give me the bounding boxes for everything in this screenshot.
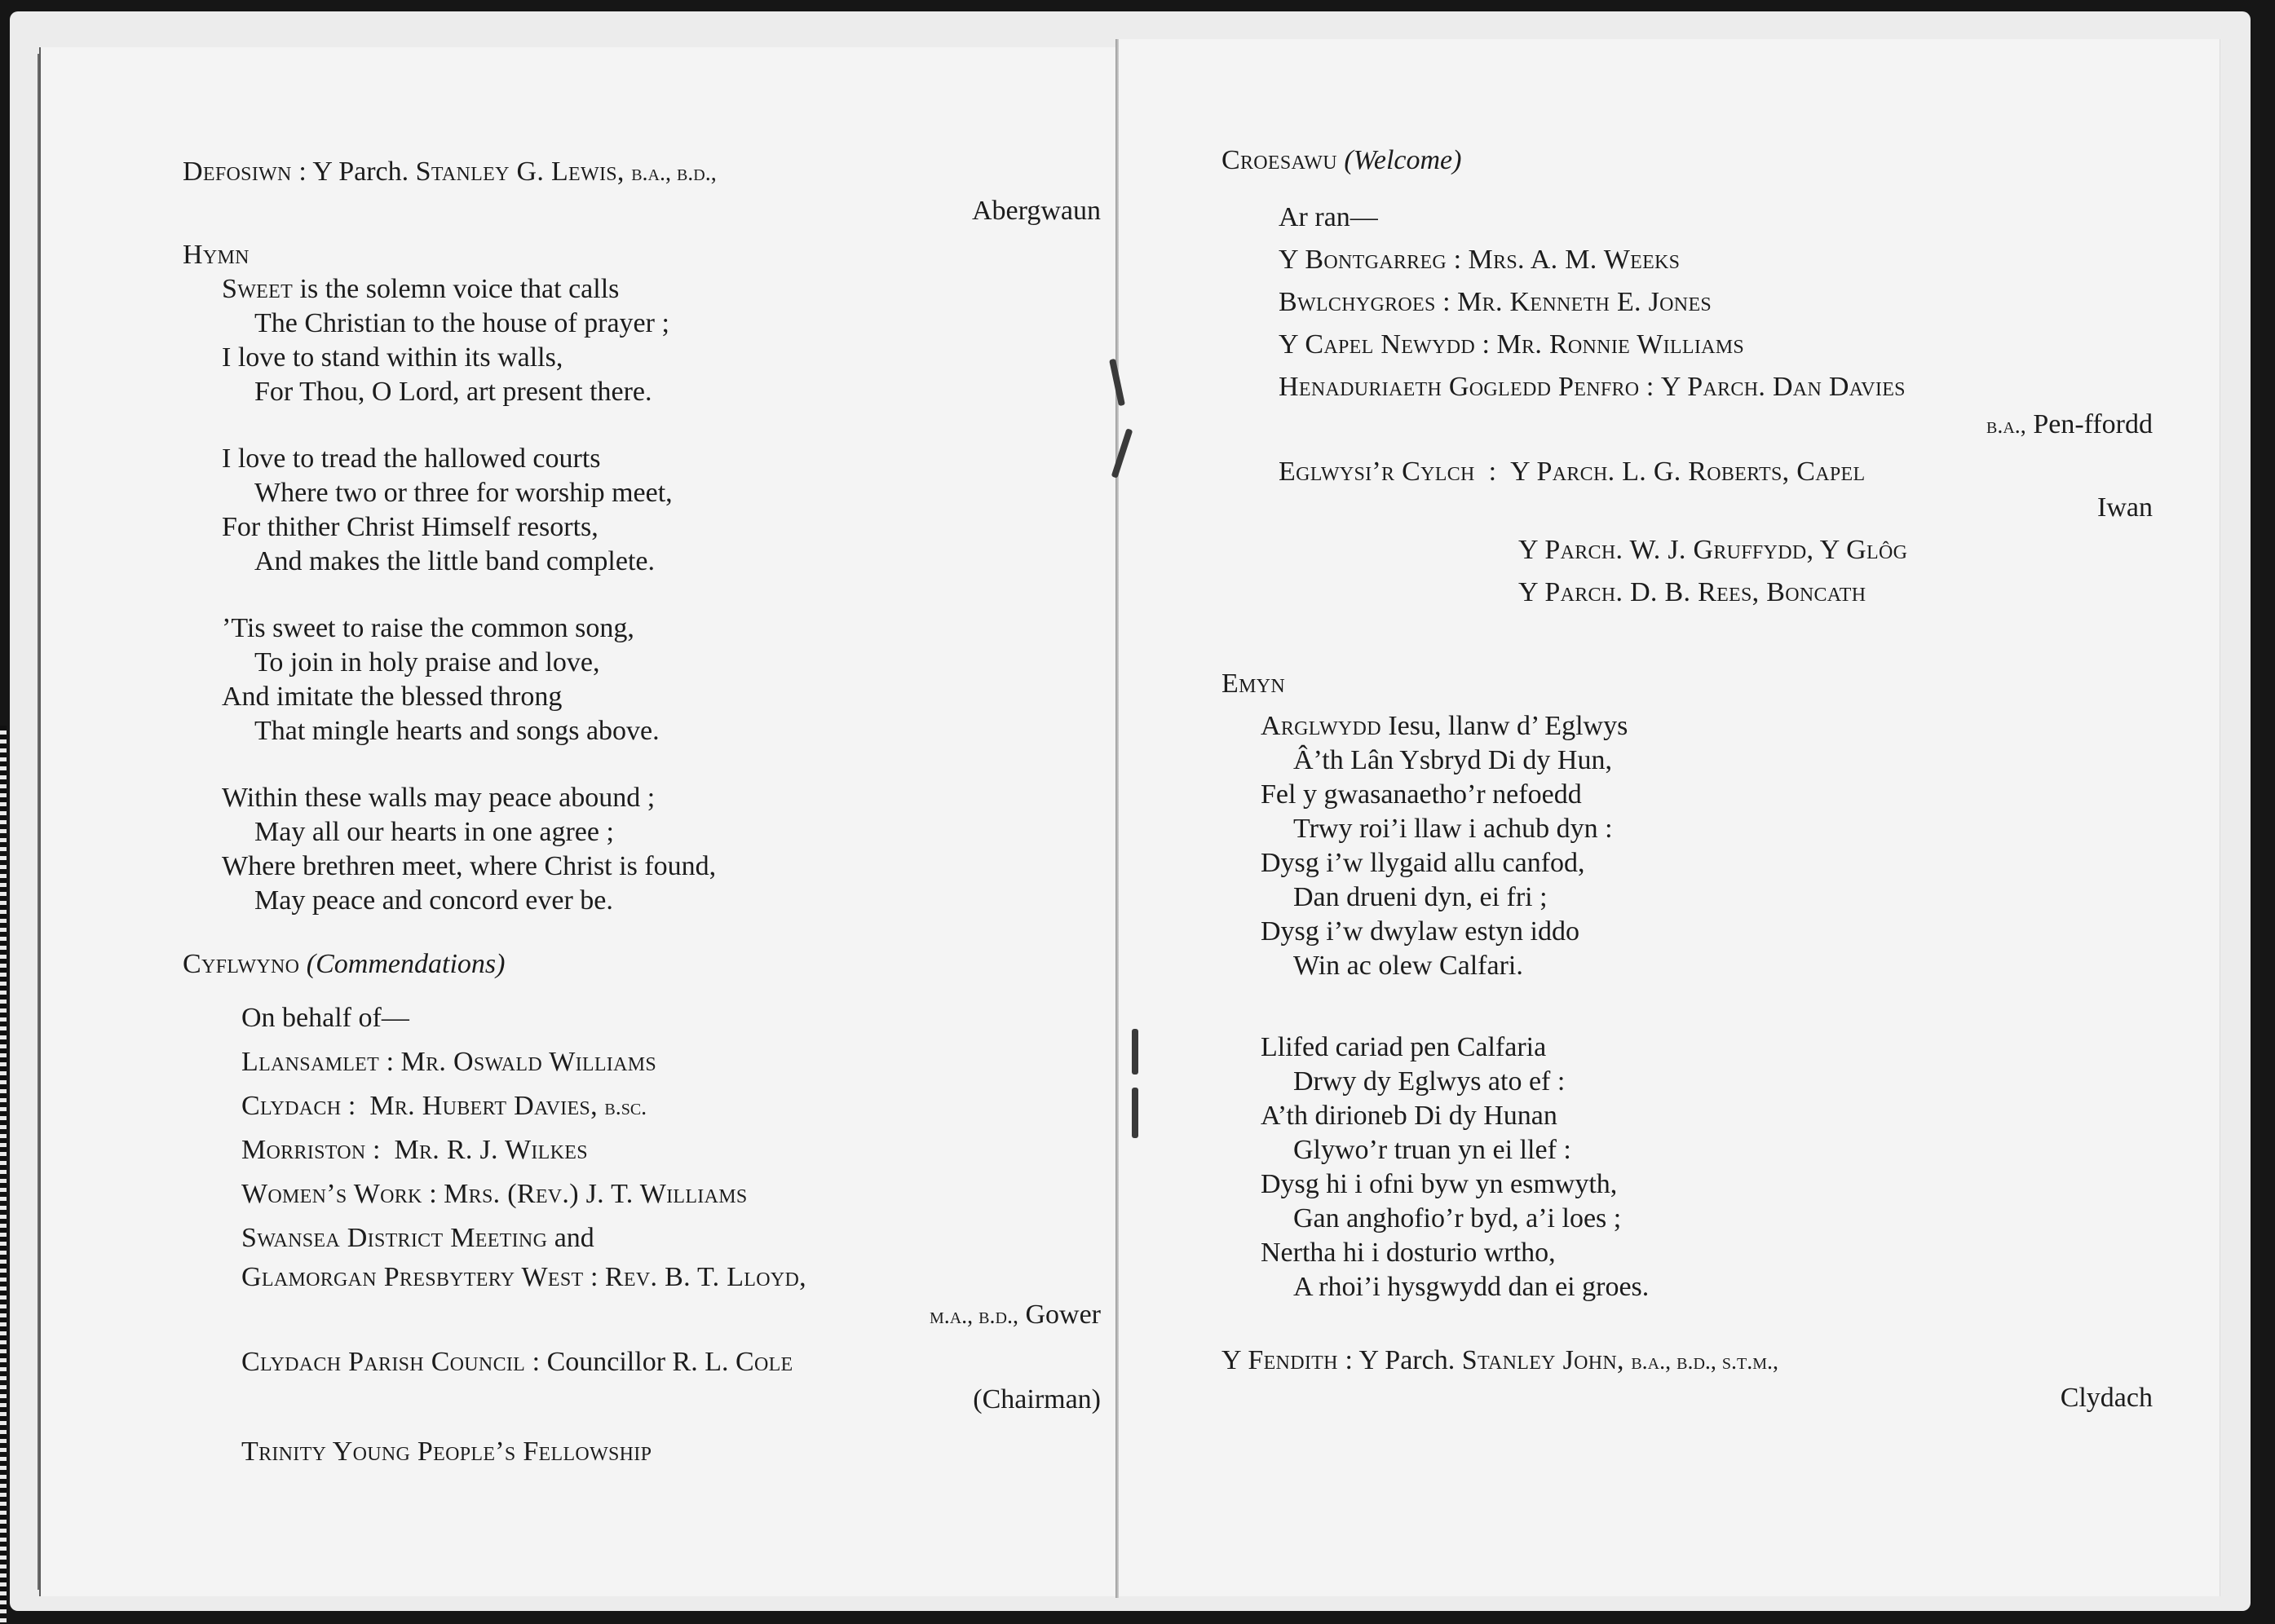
emyn-heading: Emyn: [1221, 669, 1285, 699]
hymn-line: For Thou, O Lord, art present there.: [254, 377, 652, 407]
parish-line: [241, 1345, 793, 1379]
emyn-line: Trwy roi’i llaw i achub dyn :: [1293, 814, 1613, 844]
entry-org: Clydach: [241, 1091, 342, 1121]
entry-sep: :: [1435, 287, 1458, 317]
fendith-name: Stanley John,: [1461, 1345, 1624, 1375]
hymn-first-word: Sweet: [222, 274, 294, 304]
commendation-entry: [241, 1177, 748, 1211]
welcome-entry: [1279, 370, 1906, 404]
entry-person: Mrs. A. M. Weeks: [1468, 245, 1681, 275]
emyn-line: Dysg hi i ofni byw yn esmwyth,: [1261, 1169, 1618, 1199]
fendith-label: Y Fendith :: [1221, 1345, 1354, 1375]
hymn-line: For thither Christ Himself resorts,: [222, 512, 599, 542]
entry-person: Mrs. (Rev.) J. T. Williams: [444, 1179, 748, 1209]
glamorgan-place: Gower: [1025, 1300, 1101, 1330]
henaduriaeth-degree: b.a.,: [1986, 413, 2026, 439]
glamorgan-person: Rev. B. T. Lloyd,: [604, 1262, 806, 1292]
hymn-verse-1: [222, 272, 669, 409]
emyn-line: Nertha hi i dosturio wrtho,: [1261, 1238, 1556, 1268]
croesawu-heading-line: [1221, 143, 1461, 178]
eglwysi-place-cont: Iwan: [2097, 492, 2153, 523]
croesawu-subheading: (Welcome): [1344, 145, 1462, 175]
hymn-verse-4: [222, 781, 716, 918]
emyn-verse-2: [1261, 1030, 1649, 1304]
defosiwn-degrees: b.a., b.d.,: [631, 161, 717, 186]
fendith-line: [1221, 1344, 1778, 1379]
defosiwn-line: [183, 155, 717, 191]
right-page: [1119, 39, 2220, 1596]
commendation-entry: [241, 1045, 656, 1079]
defosiwn-title: Y Parch.: [312, 157, 409, 187]
entry-person: Mr. Hubert Davies,: [369, 1091, 598, 1121]
glamorgan-org: Glamorgan Presbytery West: [241, 1262, 584, 1292]
fendith-title: Y Parch.: [1358, 1345, 1456, 1375]
entry-person: Y Parch. Dan Davies: [1660, 372, 1906, 402]
cyflwyno-heading: Cyflwyno: [183, 949, 300, 979]
welcome-entry: [1279, 328, 1744, 362]
entry-sep: :: [422, 1179, 444, 1209]
emyn-line: Fel y gwasanaetho’r nefoedd: [1261, 779, 1582, 810]
emyn-line: Â’th Lân Ysbryd Di dy Hun,: [1293, 745, 1612, 775]
emyn-line: Dan drueni dyn, ei fri ;: [1293, 882, 1548, 912]
swansea-org: Swansea District Meeting: [241, 1223, 548, 1253]
parish-person: Councillor R. L.: [546, 1347, 729, 1377]
swansea-line: [241, 1221, 594, 1256]
croesawu-heading: Croesawu: [1221, 145, 1337, 175]
cyflwyno-intro: On behalf of—: [241, 1003, 409, 1033]
welcome-entry: [1279, 285, 1712, 320]
defosiwn-place: Abergwaun: [972, 196, 1101, 226]
hymn-line: The Christian to the house of prayer ;: [254, 308, 669, 338]
emyn-line: Dysg i’w dwylaw estyn iddo: [1261, 916, 1579, 947]
hymn-line: Where brethren meet, where Christ is found,: [222, 851, 717, 881]
entry-org: Y Bontgarreg: [1279, 245, 1447, 275]
eglwysi-line: [1279, 455, 1865, 489]
entry-sep: :: [1474, 457, 1511, 487]
hymn-heading: Hymn: [183, 240, 250, 270]
henaduriaeth-cont: [1986, 408, 2153, 444]
hymn-line: To join in holy praise and love,: [254, 647, 600, 677]
entry-org: Bwlchygroes: [1279, 287, 1436, 317]
entry-person: Mr. Oswald Williams: [400, 1047, 657, 1077]
parish-person-name: Cole: [735, 1347, 793, 1377]
commendation-entry: [241, 1133, 588, 1167]
emyn-line: Dysg i’w llygaid allu canfod,: [1261, 848, 1585, 878]
emyn-line: Drwy dy Eglwys ato ef :: [1293, 1066, 1566, 1097]
welcome-entry: [1279, 243, 1680, 277]
entry-org: Henaduriaeth Gogledd Penfro: [1279, 372, 1640, 402]
entry-sep: :: [1475, 329, 1497, 360]
entry-sep: :: [1639, 372, 1661, 402]
commendation-entry: [241, 1089, 647, 1125]
emyn-line: Iesu, llanw d’ Eglwys: [1388, 711, 1628, 741]
emyn-verse-1: [1261, 709, 1628, 983]
trinity-line: Trinity Young People’s Fellowship: [241, 1436, 652, 1467]
page-edge-stack: [0, 726, 7, 1622]
entry-sep: :: [525, 1347, 547, 1377]
emyn-line: Glywo’r truan yn ei llef :: [1293, 1135, 1571, 1165]
entry-person: Mr. Ronnie Williams: [1496, 329, 1745, 360]
emyn-line: Win ac olew Calfari.: [1293, 951, 1523, 981]
hymn-line: ’Tis sweet to raise the common song,: [222, 613, 634, 643]
entry-org: Llansamlet: [241, 1047, 380, 1077]
fendith-place: Clydach: [2060, 1383, 2153, 1413]
entry-degree: b.sc.: [604, 1095, 647, 1120]
swansea-and: and: [554, 1223, 594, 1253]
glamorgan-degrees: m.a., b.d.,: [929, 1304, 1018, 1329]
emyn-line: Gan anghofio’r byd, a’i loes ;: [1293, 1203, 1622, 1233]
hymn-line: That mingle hearts and songs above.: [254, 716, 660, 746]
entry-org: Women’s Work: [241, 1179, 422, 1209]
hymn-verse-3: [222, 611, 660, 748]
emyn-line: Llifed cariad pen Calfaria: [1261, 1032, 1547, 1062]
entry-sep: :: [1447, 245, 1469, 275]
fendith-degrees: b.a., b.d., s.t.m.,: [1631, 1349, 1779, 1375]
hymn-line: Where two or three for worship meet,: [254, 478, 673, 508]
hymn-line: May peace and concord ever be.: [254, 885, 613, 916]
entry-sep: :: [583, 1262, 605, 1292]
hymn-line: Within these walls may peace abound ;: [222, 783, 656, 813]
hymn-line: I love to stand within its walls,: [222, 342, 563, 373]
defosiwn-label: Defosiwn :: [183, 157, 307, 187]
extra-minister: Y Parch. W. J. Gruffydd, Y Glôg: [1518, 535, 1908, 565]
extra-minister: Y Parch. D. B. Rees, Boncath: [1518, 577, 1866, 607]
entry-sep: :: [379, 1047, 401, 1077]
staple-icon: [1132, 1088, 1138, 1138]
emyn-first-word: Arglwydd: [1261, 711, 1381, 741]
staple-icon: [1132, 1029, 1138, 1075]
cyflwyno-heading-line: [183, 947, 505, 982]
emyn-line: A rhoi’i hysgwydd dan ei groes.: [1293, 1272, 1650, 1302]
hymn-line: I love to tread the hallowed courts: [222, 444, 601, 474]
parish-role: (Chairman): [973, 1384, 1101, 1414]
henaduriaeth-place: Pen-ffordd: [2033, 409, 2153, 439]
booklet-spine: [1115, 39, 1119, 1598]
hymn-line: May all our hearts in one agree ;: [254, 817, 614, 847]
glamorgan-cont: [930, 1298, 1101, 1334]
croesawu-intro: Ar ran—: [1279, 202, 1378, 232]
parish-org: Clydach Parish Council: [241, 1347, 526, 1377]
hymn-verse-2: [222, 442, 673, 579]
entry-person: Mr. R. J. Wilkes: [394, 1135, 588, 1165]
eglwysi-org: Eglwysi’r Cylch: [1279, 457, 1475, 487]
entry-person: Mr. Kenneth E. Jones: [1457, 287, 1712, 317]
hymn-line: And makes the little band complete.: [254, 546, 655, 576]
left-page: [39, 47, 1119, 1596]
entry-org: Y Capel Newydd: [1279, 329, 1476, 360]
eglwysi-person: Y Parch. L. G. Roberts, Capel: [1510, 457, 1866, 487]
glamorgan-line: [241, 1260, 806, 1295]
hymn-line: And imitate the blessed throng: [222, 682, 563, 712]
entry-org: Morriston: [241, 1135, 366, 1165]
entry-sep: :: [341, 1091, 370, 1121]
defosiwn-name: Stanley G. Lewis,: [415, 157, 625, 187]
cyflwyno-subheading: (Commendations): [306, 949, 506, 979]
entry-sep: :: [365, 1135, 395, 1165]
hymn-line: is the solemn voice that calls: [299, 274, 620, 304]
emyn-line: A’th dirioneb Di dy Hunan: [1261, 1101, 1557, 1131]
